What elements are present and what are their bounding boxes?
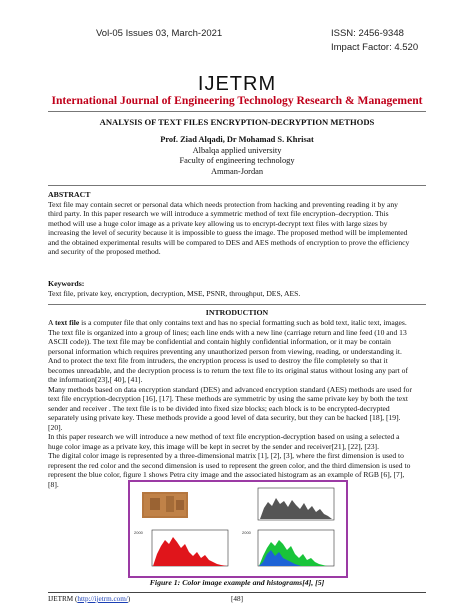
keywords-heading: Keywords: (48, 279, 85, 288)
paper-title: ANALYSIS OF TEXT FILES ENCRYPTION-DECRYPTION METHODS (99, 117, 375, 127)
abstract-line: Text file may contain secret or personal data which needs protection from hacking and preventing reading it by any (48, 199, 398, 209)
intro-line: [8]. (48, 479, 59, 489)
figure-1 (128, 480, 348, 578)
abstract-heading: ABSTRACT (48, 190, 91, 199)
author-block (0, 135, 474, 177)
abstract-section (48, 190, 428, 257)
intro-line: sender and receiver . The text file is to be divided into fixed size blocks; each block is to be encrypted-decrypted (48, 403, 390, 413)
intro-line: represent the red color and the second dimension is used to represent the green color, and the third dimension is used to (48, 460, 411, 470)
intro-line: And to protect the text file from intruders, the encryption process is used to destroy the file completely so that it (48, 356, 388, 365)
axis-tick-label: 2000 (242, 530, 251, 535)
affiliation-line: Albalqa applied university (192, 145, 282, 155)
journal-logo: IJETRM (197, 73, 277, 95)
intro-line: Many methods based on data encryption standard (DES) and advanced encryption standard (AES) methods are used for (48, 384, 412, 394)
section-divider (48, 304, 426, 305)
intro-line: represent the blue color, figure 1 shows Petra city image and the associated histogram as an example of RGB [6], [7], (48, 470, 405, 479)
intro-line: The digital color image is represented by a three-dimensional matrix [1], [2], [3], where the first dimension is used to (48, 451, 404, 460)
introduction-heading: INTRODUCTION (205, 308, 269, 317)
intro-line: ASCII code)). The text file may be confidential and contain highly confidential information, or it may be contain (48, 337, 391, 346)
intro-line: the information[23],[ 40], [41]. (48, 375, 143, 384)
red-histogram (134, 530, 228, 566)
footer-divider (48, 592, 426, 593)
abstract-line: and the obtained experimental results will be compared to DES and AES methods of encryption to prove the efficiency (48, 237, 410, 247)
issn: ISSN: 2456-9348 (331, 28, 404, 39)
abstract-line: method will use a huge color image as a private key allowing us to encrypt-decrypt text files with large sizes by (48, 218, 388, 228)
axis-tick-label: 2000 (134, 530, 143, 535)
figure-1-graphic (130, 482, 346, 576)
petra-city-photo (142, 492, 188, 518)
figure-caption: Figure 1: Color image example and histograms[4], [5] (149, 578, 325, 587)
intro-line: separately using private key. These methods provide a good level of data security, but they can be hacked [18], [19]. (48, 413, 401, 422)
page-number: [48] (231, 595, 243, 603)
author-names: Prof. Ziad Alqadi, Dr Mohamad S. Khrisat (160, 135, 314, 144)
abstract-line: and security of the proposed method. (48, 247, 161, 256)
header-divider (48, 111, 426, 112)
intro-line: huge color image as a private key, this image will be kept in secret by the sender and receiver[21], [22], [23]. (48, 441, 379, 451)
introduction-section (48, 318, 428, 489)
gray-histogram (258, 488, 334, 520)
affiliation-line: Faculty of engineering technology (179, 156, 295, 166)
term-text-file: text file (54, 318, 80, 327)
volume-issue: Vol-05 Issues 03, March-2021 (96, 28, 223, 39)
abstract-line: third party. In this paper research we will introduce a symmetric method of text file encryption–decryption. This (48, 209, 389, 218)
abstract-line: increasing the level of security because it is impossible to guess the image. The proposed method will be implemented (48, 228, 408, 237)
intro-line: text file encryption-decryption [16], [17]. These methods are symmetric by using the same private key by both the text (48, 394, 409, 403)
impact-factor: Impact Factor: 4.520 (331, 42, 419, 53)
intro-line: In this paper research we will introduce a new method of text file encryption-decryption based on using a selected a (48, 432, 400, 441)
footer-link[interactable]: http://ijetrm.com/ (77, 595, 128, 603)
affiliation-line: Amman-Jordan (210, 166, 264, 176)
intro-line: [20]. (48, 422, 63, 432)
intro-line: becomes unreadable, and the decryption process is to return the text file to its original status without losing any part of (48, 365, 408, 375)
keywords-text: Text file, private key, encryption, decryption, MSE, PSNR, throughput, DES, AES. (48, 288, 301, 298)
intro-line: The text file is organized into a group of lines; each line ends with a new line (carriage return and line feed (10 and 13 (48, 327, 407, 337)
footer-journal: IJETRM (http://ijetrm.com/) (48, 595, 131, 603)
journal-name: International Journal of Engineering Technology Research & Management (51, 94, 423, 107)
section-divider (48, 185, 426, 186)
keywords-section (48, 279, 428, 298)
intro-line: personal information which requires preventing any unauthorized person from viewing, reading, or understanding it. (48, 346, 402, 356)
intro-line: A text file is a computer file that only contains text and has no special formatting such as bold text, italic text, images. (48, 318, 407, 327)
